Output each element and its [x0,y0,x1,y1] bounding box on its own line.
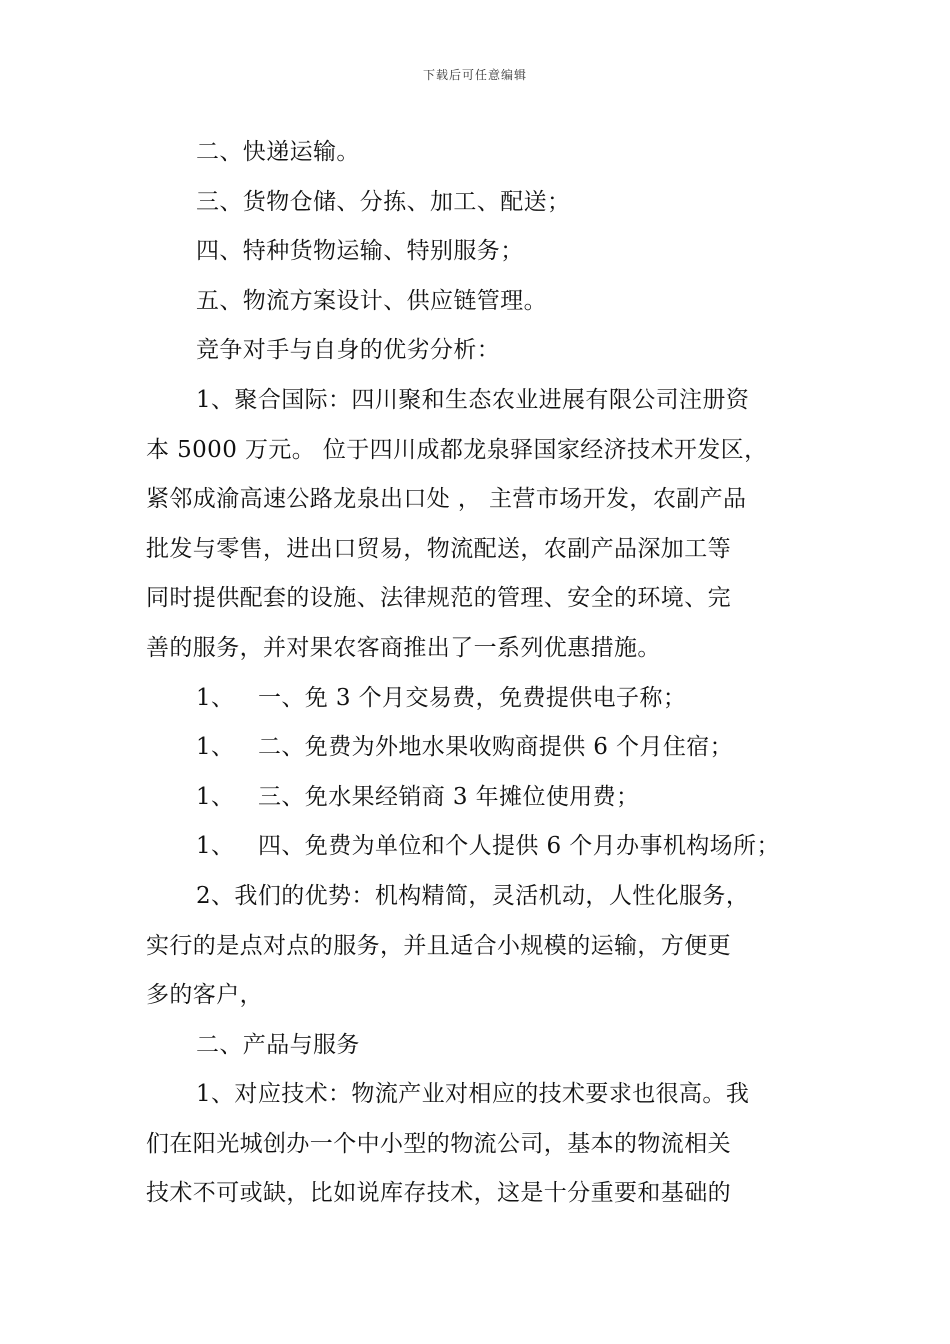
benefit-item [146,822,816,872]
benefit-text: 四、免费为单位和个人提供 6 个月办事机构场所； [258,833,780,860]
service-item-2: 二、快递运输。 [196,139,360,165]
benefit-number: 1、 [196,833,235,860]
benefit-item [146,723,816,773]
benefit-number: 1、 [196,684,235,711]
benefit-item [146,773,816,823]
service-item-3: 三、货物仓储、分拣、加工、配送； [196,188,571,215]
document-body [146,128,816,1219]
paragraph-line: 们在阳光城创办一个中小型的物流公司，基本的物流相关 [146,1130,731,1157]
paragraph-line: 批发与零售，进出口贸易，物流配送，农副产品深加工等 [146,535,731,562]
paragraph-line: 1、对应技术：物流产业对相应的技术要求也很高。我 [196,1081,750,1108]
section-heading-competitor-analysis: 竞争对手与自身的优劣分析： [196,337,501,364]
paragraph-line: 技术不可或缺，比如说库存技术，这是十分重要和基础的 [146,1180,731,1207]
benefit-item [146,674,816,724]
benefit-text: 三、免水果经销商 3 年摊位使用费； [258,783,640,810]
paragraph-line: 多的客户， [146,982,263,1009]
paragraph-line: 本 5000 万元。 位于四川成都龙泉驿国家经济技术开发区， [146,436,768,463]
page-header: 下载后可任意编辑 [422,68,527,82]
benefit-number: 1、 [196,734,235,761]
paragraph-line: 1、聚合国际：四川聚和生态农业进展有限公司注册资 [196,386,750,413]
paragraph-line: 善的服务，并对果农客商推出了一系列优惠措施。 [146,634,661,661]
benefit-text: 二、免费为外地水果收购商提供 6 个月住宿； [258,734,734,761]
paragraph-line: 同时提供配套的设施、法律规范的管理、安全的环境、完 [146,585,731,612]
service-item-4: 四、特种货物运输、特别服务； [196,238,524,265]
service-item-5: 五、物流方案设计、供应链管理。 [196,287,547,314]
paragraph-line: 2、我们的优势：机构精简，灵活机动，人性化服务， [196,882,750,909]
section-heading-products-services: 二、产品与服务 [196,1031,360,1058]
paragraph-line: 实行的是点对点的服务，并且适合小规模的运输，方便更 [146,932,731,959]
benefit-number: 1、 [196,783,235,810]
paragraph-line: 紧邻成渝高速公路龙泉出口处 ， 主营市场开发，农副产品 [146,486,747,513]
benefit-text: 一、免 3 个月交易费，免费提供电子称； [258,684,687,711]
